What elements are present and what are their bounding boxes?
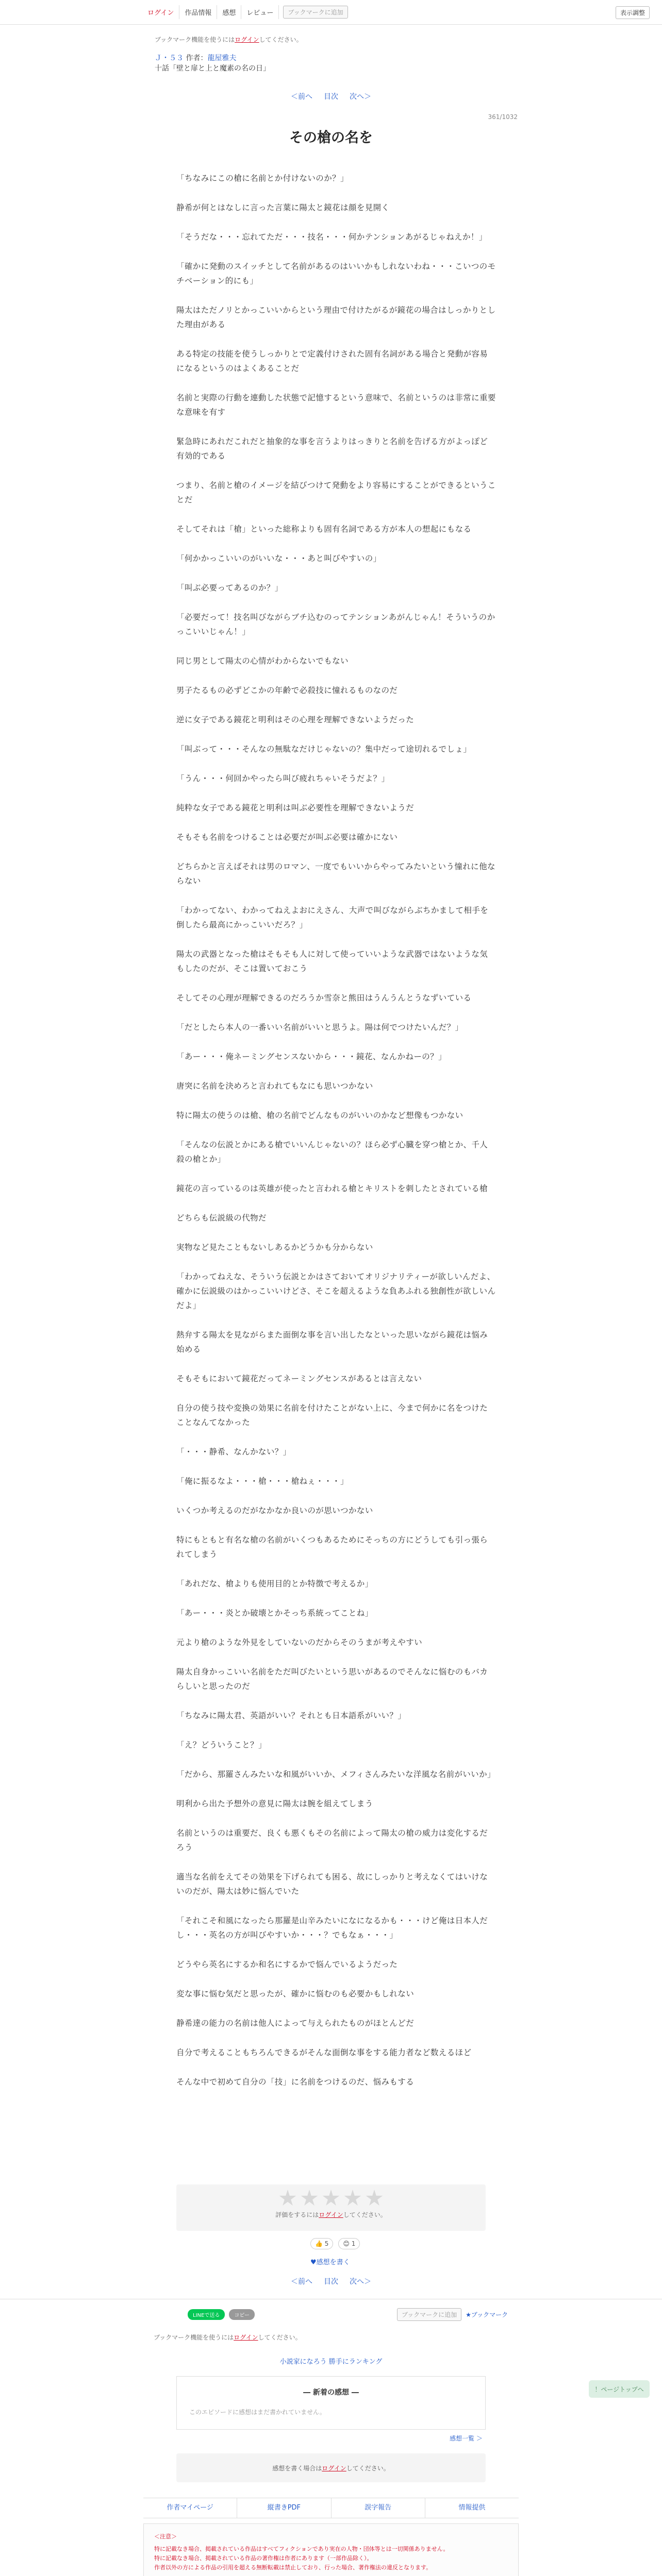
star-icon[interactable] [279, 2190, 296, 2207]
bookmark-add-button[interactable]: ブックマークに追加 [397, 2308, 461, 2321]
toc-link[interactable]: 目次 [324, 93, 338, 101]
story-paragraph: 特に陽太の使うのは槍、槍の名前でどんなものがいいのかなど想像もつかない [176, 1111, 464, 1120]
story-paragraph: 実物など見たこともないしあるかどうかも分からない [176, 1243, 373, 1252]
story-paragraph: 「だから、那羅さんみたいな和風がいいか、メフィさんみたいな洋風な名前がいいか」 [176, 1770, 495, 1779]
story-paragraph: つまり、名前と槍のイメージを結びつけて発動をより容易にすることができるということだ [176, 481, 496, 504]
story-paragraph: 元より槍のような外見をしていないのだからそのうまが考えやすい [176, 1638, 423, 1647]
story-paragraph: どちらかと言えばそれは男のロマン、一度でもいいからやってみたいという憧れに他ならない [176, 862, 495, 886]
star-icon[interactable] [322, 2190, 340, 2207]
story-paragraph: 「あれだな、槍よりも使用目的とか特徴で考えるか」 [176, 1579, 373, 1588]
reaction-bar [310, 2238, 360, 2249]
story-paragraph: 緊急時にあれだこれだと抽象的な事を言うよりはっきりと名前を告げる方がよっぽど有効的である [176, 437, 488, 461]
story-paragraph: 静希が何とはなしに言った言葉に陽太と鏡花は顔を見開く [176, 203, 390, 212]
story-paragraph: 逆に女子である鏡花と明利はその心理を理解できないようだった [176, 715, 415, 724]
story-paragraph: 唐突に名前を決めろと言われてもなにも思いつかない [176, 1081, 373, 1091]
prev-link[interactable]: ＜前へ [291, 2278, 312, 2286]
story-paragraph: どちらも伝説級の代物だ [176, 1213, 267, 1223]
story-paragraph: そしてそれは「槍」といった総称よりも固有名詞である方が本人の想起にもなる [176, 524, 472, 534]
story-paragraph: 「え？どういうこと？」 [176, 1740, 267, 1750]
smile-icon: 😊 [343, 2240, 350, 2247]
story-paragraph: 「そんなの伝説とかにある槍でいいんじゃないの？ほら必ず心臓を穿つ槍とか、千人殺の槍とか」 [176, 1140, 488, 1164]
write-impression-link[interactable]: ♥感想を書く [310, 2259, 350, 2266]
story-paragraph: 男子たるもの必ずどこかの年齢で必殺技に憧れるものなのだ [176, 686, 398, 695]
pager-bottom [0, 2276, 662, 2286]
page-top-button[interactable]: ！ページトップへ [589, 2380, 650, 2398]
copy-button[interactable]: コピー [229, 2309, 255, 2320]
caution-line: 特に記載なき場合、掲載されている作品の著作権は作者にあります（一部作品除く）。 [154, 2555, 373, 2562]
display-settings-button[interactable]: 表示調整 [616, 6, 650, 19]
story-paragraph: 熱弁する陽太を見ながらまた面倒な事を言い出したなといった思いながら鏡花は悩み始める [176, 1330, 488, 1354]
story-paragraph: 「あー・・・炎とか破壊とかそっち系統ってことね」 [176, 1608, 373, 1618]
top-nav [142, 5, 279, 19]
author-link[interactable]: 龍屋雅夫 [207, 54, 237, 62]
story-paragraph: どうやら英名にするか和名にするかで悩んでいるようだった [176, 1960, 398, 1969]
pager-top [0, 91, 662, 101]
story-paragraph: 「ちなみにこの槍に名前とか付けないのか？」 [176, 174, 349, 183]
series-link[interactable]: Ｊ・５３ [155, 54, 184, 62]
chapter-title: 十話「壁と扉と上と魔素の名の日」 [155, 64, 270, 73]
story-paragraph: 「必要だって！技名叫びながらブチ込むのってテンションあがんじゃん！そういうのかっこいいじゃん！」 [176, 613, 495, 636]
story-paragraph: 名前と実際の行動を連動した状態で記憶するという意味で、名前というのは非常に重要な意味を有す [176, 393, 496, 417]
review-empty-text: このエピソードに感想はまだ書かれていません。 [189, 2409, 326, 2416]
story-title: その槍の名を [289, 130, 373, 146]
typo-report-link[interactable]: 誤字報告 [332, 2498, 425, 2518]
line-share-button[interactable]: LINEで送る [188, 2309, 225, 2320]
story-paragraph: 「・・・静希、なんかない？」 [176, 1447, 291, 1456]
story-meta: Ｊ・５３ 作者：龍屋雅夫 十話「壁と扉と上と魔素の名の日」 [0, 44, 662, 74]
caution-line: 特に記載なき場合、掲載されている作品はすべてフィクションであり実在の人物・団体等とは一切関係ありません。 [154, 2546, 449, 2552]
caution-box [143, 2523, 519, 2576]
caution-line: 作者以外の方による作品の引用を超える無断転載は禁止しており、行った場合、著作権法の違反となります。 [154, 2564, 432, 2571]
story-paragraph: 明利から出た予想外の意見に陽太は腕を組えてしまう [176, 1799, 373, 1808]
story-body [176, 171, 496, 2089]
story-paragraph: 「あー・・・俺ネーミングセンスないから・・・鏡花、なんかねーの？」 [176, 1052, 446, 1061]
story-paragraph: そもそも名前をつけることは必要だが叫ぶ必要は確かにない [176, 833, 398, 842]
story-paragraph: 自分で考えることもちろんできるがそんな面倒な事をする能力者など数えるほど [176, 2048, 472, 2057]
nav-impressions[interactable]: 感想 [217, 5, 241, 19]
info-report-link[interactable]: 情報提供 [458, 2504, 486, 2512]
story-paragraph: 変な事に悩む気だと思ったが、確かに悩むのも必要かもしれない [176, 1989, 415, 1998]
pdf-link[interactable]: 縦書きPDF [237, 2498, 331, 2518]
bookmark-add-button[interactable]: ブックマークに追加 [283, 6, 347, 19]
nav-work-info[interactable]: 作品情報 [179, 5, 217, 19]
story-paragraph: 特にもともと有名な槍の名前がいくつもあるためにそっちの方にどうしても引っ張られてしまう [176, 1535, 488, 1559]
story-paragraph: そもそもにおいて鏡花だってネーミングセンスがあるとは言えない [176, 1374, 422, 1383]
nav-reviews[interactable]: レビュー [241, 5, 279, 19]
story-paragraph: 「そうだな・・・忘れてただ・・・技名・・・何かテンションあがるじゃねえか！」 [176, 232, 487, 242]
bookmark-link[interactable]: ★ブックマーク [466, 2311, 508, 2318]
top-bar [0, 0, 662, 25]
story-paragraph: 陽太の武器となった槍はそもそも人に対して使っていいような武器ではないような気もしたのだが、そこは置いておこう [176, 950, 488, 973]
next-link[interactable]: 次へ＞ [350, 93, 371, 101]
thumbs-up-reaction[interactable]: 👍 5 [310, 2238, 333, 2249]
story-paragraph: ある特定の技能を使うしっかりとで定義付けされた固有名詞がある場合と発動が容易になるというのはよくあることだ [176, 349, 488, 373]
author-page-link[interactable]: 作者マイページ [143, 2498, 237, 2518]
story-paragraph: 「わかってない、わかってねえよおにえさん、大声で叫びながらぶちかまして相手を倒したら最高にかっこいいだろ？」 [176, 906, 489, 929]
story-paragraph: 適当な名前をえてその効果を下げられても困る、故にしっかりと考えなくてはいけないのだが、陽太は妙に悩んでいた [176, 1872, 488, 1896]
story-paragraph: 「確かに発動のスイッチとして名前があるのはいいかもしれないわね・・・こいつのモチベーション的にも」 [176, 262, 496, 285]
story-paragraph: そしてその心理が理解できるのだろうか雪奈と熊田はうんうんとうなずいている [176, 993, 472, 1003]
story-paragraph: そんな中で初めて自分の「技」に名前をつけるのだ、悩みもする [176, 2077, 415, 2087]
bookmark-bar [397, 2308, 508, 2321]
star-icon[interactable] [344, 2190, 361, 2207]
thumbs-up-icon: 👍 [315, 2240, 323, 2247]
share-bar [188, 2309, 255, 2320]
story-paragraph: 鏡花の言っているのは英雄が使ったと言われる槍とキリストを刺したとされている槍 [176, 1184, 488, 1193]
story-paragraph: 名前というのは重要だ、良くも悪くもその名前によって陽太の槍の威力は変化するだろう [176, 1828, 488, 1852]
story-paragraph: 「だとしたら本人の一番いい名前がいいと思うよ。陽は何でつけたいんだ？」 [176, 1023, 464, 1032]
write-impression-box: 感想を書く場合は ログイン してください。 [176, 2453, 486, 2482]
next-link[interactable]: 次へ＞ [350, 2278, 371, 2286]
star-icon[interactable] [301, 2190, 318, 2207]
story-paragraph: 純粋な女子である鏡花と明利は叫ぶ必要性を理解できないようだ [176, 803, 415, 812]
toc-link[interactable]: 目次 [324, 2278, 338, 2286]
story-paragraph: 「叫ぶ必要ってあるのか？」 [176, 583, 283, 592]
story-paragraph: 「叫ぶって・・・そんなの無駄なだけじゃないの？集中だって途切れるでしょ」 [176, 744, 472, 754]
story-paragraph: 同じ男として陽太の心情がわからないでもない [176, 656, 349, 666]
bookmark-notice: ブックマーク機能を使うにはログインしてください。 [155, 36, 303, 43]
story-paragraph: 「ちなみに陽太君、英語がいい？それとも日本語系がいい？」 [176, 1711, 406, 1720]
story-paragraph: 「それこそ和風になったら那羅是山辛みたいになになるかも・・・けど俺は日本人だし・・・英名の方が叫びやすいか・・・？でもなぁ・・・」 [176, 1916, 488, 1940]
star-icon[interactable] [366, 2190, 383, 2207]
review-box-title: ― 新着の感想 ― [303, 2388, 359, 2397]
login-link[interactable]: ログイン [234, 2334, 258, 2341]
story-paragraph: 「何かかっこいいのがいいな・・・あと叫びやすいの」 [176, 554, 382, 563]
story-paragraph: 陽太はただノリとかっこいいからという理由で付けたがるが鏡花の場合はしっかりとした理由がある [176, 306, 496, 329]
star-rating[interactable] [176, 2184, 486, 2207]
review-box [176, 2376, 486, 2430]
login-link[interactable]: ログイン [235, 36, 259, 43]
rating-panel [176, 2184, 486, 2231]
login-link[interactable]: ログイン [322, 2464, 346, 2472]
login-link[interactable]: ログイン [319, 2211, 343, 2218]
footer-nav [143, 2498, 519, 2518]
story-paragraph: いくつか考えるのだがなかなか良いのが思いつかない [176, 1506, 373, 1515]
caution-title: ＜注意＞ [154, 2533, 177, 2540]
bookmark-notice: ブックマーク機能を使うにはログインしてください。 [154, 2334, 302, 2341]
nav-login[interactable]: ログイン [142, 5, 179, 19]
story-paragraph: 陽太自身かっこいい名前をただ叫びたいという思いがあるのでそんなに悩むのもバカらしいと思ったのだ [176, 1667, 488, 1691]
story-paragraph: 「わかってねえな、そういう伝説とかはさておいてオリジナリティーが欲しいんだよ、確かに伝説級のはかっこいいけどさ、そこを超えるような負あふれる独創性が欲しいんだよ」 [176, 1272, 496, 1310]
story-paragraph: 自分の使う技や変換の効果に名前を付けたことがない上に、今まで何かに名をつけたことなんてなかった [176, 1403, 488, 1427]
smile-reaction[interactable]: 😊 1 [338, 2238, 360, 2249]
story-paragraph: 静希達の能力の名前は他人によって与えられたものがほとんどだ [176, 2019, 415, 2028]
story-paragraph: 「うん・・・何回かやったら叫び疲れちゃいそうだよ？」 [176, 774, 390, 783]
rating-note: 評価をするにはログインしてください。 [275, 2211, 387, 2218]
review-list-link[interactable]: 感想一覧 ＞ [450, 2435, 483, 2442]
page-number: 361/1032 [488, 113, 518, 121]
prev-link[interactable]: ＜前へ [291, 93, 312, 101]
ranking-link[interactable]: 小説家になろう 勝手にランキング [279, 2358, 383, 2366]
story-paragraph: 「俺に振るなよ・・・槍・・・槍ねぇ・・・」 [176, 1477, 349, 1486]
